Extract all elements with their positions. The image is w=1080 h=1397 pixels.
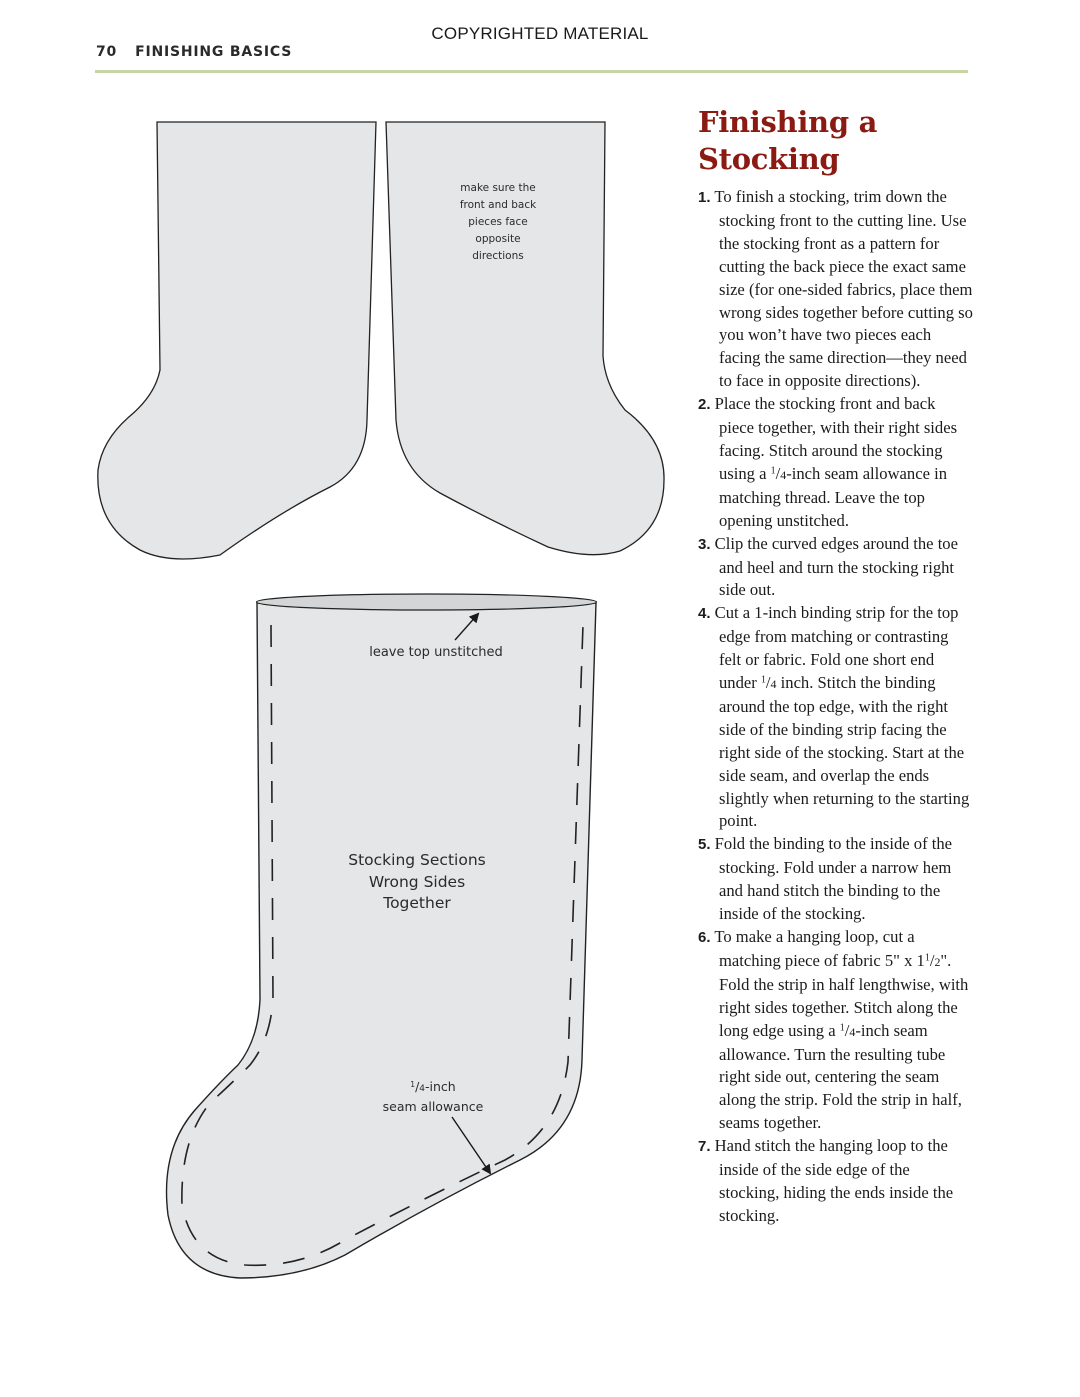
title-line: Finishing a [698,105,878,139]
step-number: 6. [698,929,711,946]
article-title [698,104,877,178]
copyright-notice: COPYRIGHTED MATERIAL [431,24,649,43]
step-number: 5. [698,836,711,854]
step-item: 6. To make a hanging loop, cut a matching piece of fabric 5" x $1^1/2$". Fold the strip in half lengthwise, with right sides together. Stitch along the long edge using a $^1$/4-inch seam allowance. Turn the resulting tube right side out, centering the seam along the strip. Fold the strip in half, seams together. [698,927,969,1133]
note-stocking-sections [327,850,507,915]
section-title: FINISHING BASICS [135,44,293,60]
note-text: -inch [425,1079,456,1094]
title-line: Stocking [698,142,840,176]
note-line: seam allowance [382,1099,484,1114]
stocking-sewn-outline [167,603,596,1278]
note-line: Stocking Sections [348,851,486,869]
step-item [698,833,973,926]
step-text: To make a hanging loop, cut a matching piece of fabric 5" x 1 [714,927,925,970]
fraction-numerator: 1 [924,952,930,964]
instruction-steps [698,186,973,1228]
step-number: 7. [698,1138,711,1156]
step-item [698,533,973,603]
step-text: Hand stitch the hanging loop to the inside of the side edge of the stocking, hiding the ends inside the stocking. [714,1136,954,1225]
step-text: -inch seam allowance in matching thread. Leave the top opening unstitched. [719,463,948,530]
fraction-denominator: 4 [770,677,777,692]
step-item: 2. Place the stocking front and back piece together, with their right sides facing. Stitch around the stocking using a $^1$/4-inch seam allowance in matching thread. Leave the top opening unstitched. [698,394,958,530]
note-line: Wrong Sides [368,872,466,891]
step-text: Clip the curved edges around the toe and heel and turn the stocking right side out. [714,533,958,600]
note-line: directions [472,250,524,262]
note-leave-top: leave top unstitched [369,645,503,660]
fraction-numerator: 1 [839,1022,845,1034]
fraction-numerator: 1 [410,1079,416,1089]
note-seam-allowance [363,1078,503,1115]
step-text: inch. Stitch the binding around the top edge, with the right side of the binding strip facing the right side of the stocking. Start at the side seam, and overlap the ends slightly when returning to the starting point. [719,673,970,831]
note-line: Together [383,894,451,912]
note-line: opposite [475,233,521,245]
fraction-denominator: 4 [849,1024,856,1039]
page-number: 70 [96,44,118,60]
fraction-denominator: 2 [934,954,941,969]
step-item [698,186,973,393]
step-number: 1. [698,189,711,206]
note-line: make sure the [460,182,536,194]
step-text: Cut a 1-inch binding strip for the top edge from matching or contrasting felt or fabric. Fold one short end under [714,603,959,693]
fraction-denominator: 4 [780,467,787,482]
step-text: To finish a stocking, trim down the stocking front to the cutting line. Use the stocking front as a pattern for cutting the back piece the exact same size (for one-sided fabrics, place them wrong sides together before cutting so you won’t have two pieces each facing the same direction—they need to face in opposite directions). [714,187,973,391]
step-number: 2. [698,396,711,414]
note-line: front and back [459,199,537,211]
step-text: -inch seam allowance. Turn the resulting tube right side out, centering the seam along the strip. Fold the strip in half, seams together. [719,1020,962,1133]
step-item [698,1135,973,1228]
step-number: 3. [698,535,711,553]
step-text: Place the stocking front and back piece together, with their right sides facing. Stitch around the stocking using a [714,394,958,483]
note-opposite-directions [448,180,548,265]
step-text: ". Fold the strip in half lengthwise, with right sides together. Stitch along the long edge using a [719,950,969,1040]
stocking-front-piece [98,122,376,559]
step-text: Fold the binding to the inside of the stocking. Fold under a narrow hem and hand stitch the binding to the inside of the stocking. [714,834,953,924]
fraction-numerator: 1 [770,465,776,477]
fraction-denominator: 4 [419,1084,426,1094]
note-line: pieces face [468,216,528,228]
step-number: 4. [698,605,711,623]
fraction-numerator: 1 [760,674,766,686]
note-line: $^1$/4-inch [410,1079,456,1094]
step-item: 4. Cut a 1-inch binding strip for the top edge from matching or contrasting felt or fabric. Fold one short end under $^1$/4 inch. Stitch the binding around the top edge, with the right side of the binding strip facing the right side of the stocking. Start at the side seam, and overlap the ends slightly when returning to the starting point. [698,603,970,831]
stocking-opening [257,594,597,610]
